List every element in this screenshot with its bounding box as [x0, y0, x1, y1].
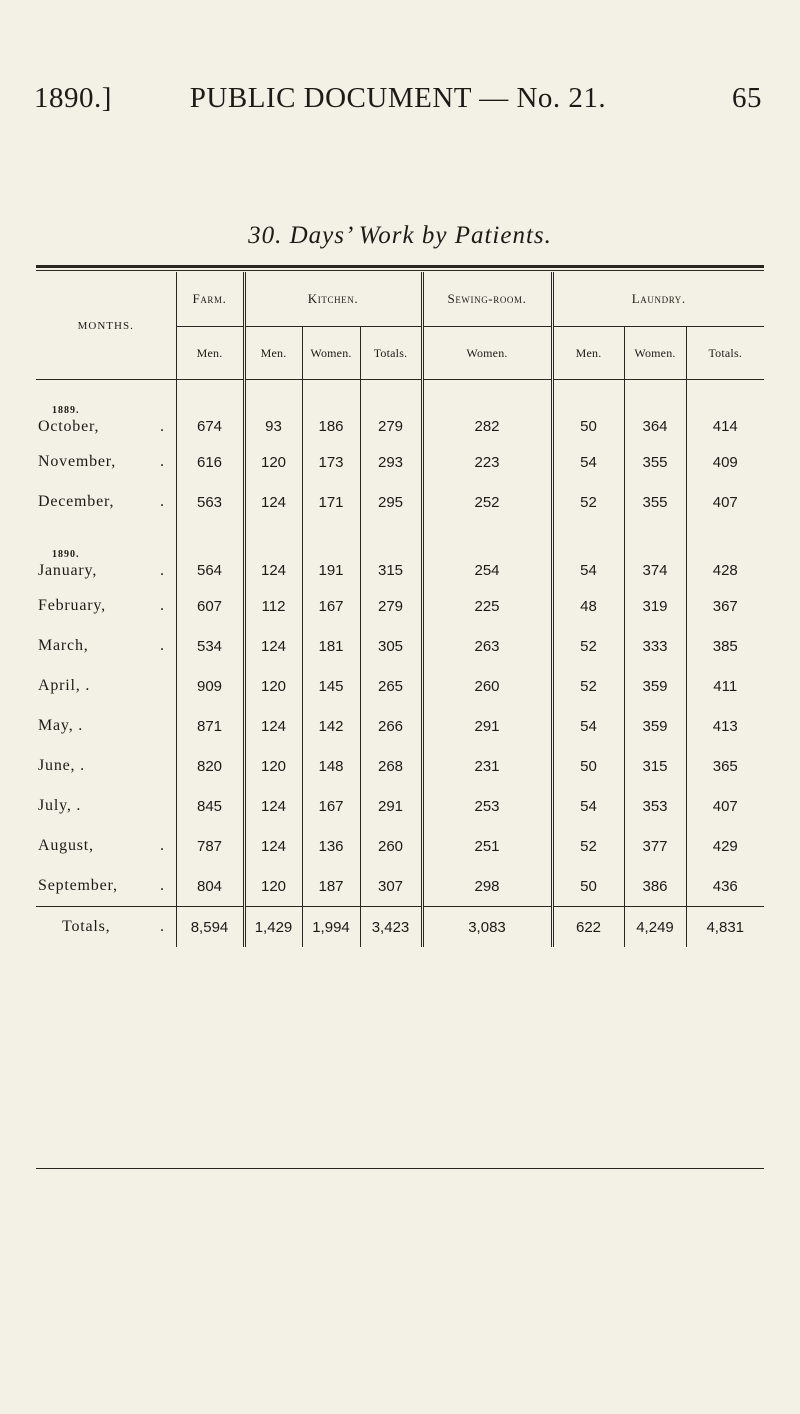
month-label: August,	[38, 837, 94, 854]
laundry-men-header: Men.	[552, 327, 624, 380]
empty-cell	[360, 522, 422, 562]
kitchen-women-cell: 173	[302, 442, 360, 482]
leader-dot: .	[160, 597, 165, 614]
sewing-women-header: Women.	[422, 327, 552, 380]
month-label: January,	[38, 562, 98, 579]
laundry-totals-header: Totals.	[686, 327, 764, 380]
running-head	[34, 82, 762, 122]
month-label: December,	[38, 493, 115, 510]
kitchen-totals-cell: 305	[360, 626, 422, 666]
laundry-men-cell: 54	[552, 706, 624, 746]
bottom-rule	[36, 1168, 764, 1169]
laundry-women-cell: 319	[624, 586, 686, 626]
laundry-women-header: Women.	[624, 327, 686, 380]
farm-men-cell: 845	[176, 786, 244, 826]
month-label: Totals,	[62, 918, 111, 935]
table-row	[36, 482, 764, 522]
month-cell	[36, 746, 176, 786]
sewing-women-cell: 282	[422, 418, 552, 442]
laundry-totals-cell: 367	[686, 586, 764, 626]
laundry-totals-cell: 436	[686, 866, 764, 907]
page-number: 65	[732, 82, 762, 114]
empty-cell	[686, 380, 764, 419]
kitchen-men-cell: 120	[244, 866, 302, 907]
month-label: October,	[38, 418, 100, 435]
farm-men-cell: 674	[176, 418, 244, 442]
kitchen-women-cell: 186	[302, 418, 360, 442]
leader-dot: .	[160, 837, 165, 854]
laundry-totals-cell: 407	[686, 786, 764, 826]
running-head-year: 1890.]	[34, 82, 112, 114]
kitchen-totals-cell: 279	[360, 418, 422, 442]
farm-men-cell: 8,594	[176, 907, 244, 948]
year-row	[36, 380, 764, 419]
farm-men-cell: 909	[176, 666, 244, 706]
empty-cell	[176, 380, 244, 419]
kitchen-women-header: Women.	[302, 327, 360, 380]
year-label-cell	[36, 380, 176, 419]
empty-cell	[552, 522, 624, 562]
laundry-totals-cell: 429	[686, 826, 764, 866]
farm-header: Farm.	[176, 272, 244, 327]
farm-men-cell: 534	[176, 626, 244, 666]
month-cell	[36, 442, 176, 482]
farm-men-cell: 804	[176, 866, 244, 907]
empty-cell	[244, 522, 302, 562]
laundry-totals-cell: 409	[686, 442, 764, 482]
empty-cell	[552, 380, 624, 419]
laundry-men-cell: 48	[552, 586, 624, 626]
month-cell	[36, 482, 176, 522]
laundry-men-cell: 54	[552, 786, 624, 826]
table-row	[36, 586, 764, 626]
kitchen-totals-cell: 3,423	[360, 907, 422, 948]
kitchen-totals-cell: 279	[360, 586, 422, 626]
table-row	[36, 746, 764, 786]
table-row	[36, 706, 764, 746]
kitchen-totals-header: Totals.	[360, 327, 422, 380]
sewing-women-cell: 223	[422, 442, 552, 482]
totals-row	[36, 907, 764, 948]
laundry-totals-cell: 407	[686, 482, 764, 522]
month-cell	[36, 418, 176, 442]
laundry-totals-cell: 414	[686, 418, 764, 442]
empty-cell	[624, 380, 686, 419]
kitchen-header: Kitchen.	[244, 272, 422, 327]
month-label: September,	[38, 877, 118, 894]
laundry-women-cell: 386	[624, 866, 686, 907]
sewing-women-cell: 225	[422, 586, 552, 626]
empty-cell	[302, 522, 360, 562]
table-row	[36, 626, 764, 666]
farm-men-header: Men.	[176, 327, 244, 380]
farm-men-cell: 563	[176, 482, 244, 522]
laundry-men-cell: 52	[552, 666, 624, 706]
laundry-women-cell: 364	[624, 418, 686, 442]
kitchen-women-cell: 145	[302, 666, 360, 706]
kitchen-men-cell: 124	[244, 562, 302, 586]
month-label: April, .	[38, 677, 91, 694]
leader-dot: .	[160, 877, 165, 894]
laundry-men-cell: 54	[552, 442, 624, 482]
table-row	[36, 866, 764, 907]
sewing-women-cell: 291	[422, 706, 552, 746]
sewing-women-cell: 298	[422, 866, 552, 907]
leader-dot: .	[160, 918, 165, 935]
laundry-totals-cell: 4,831	[686, 907, 764, 948]
laundry-header: Laundry.	[552, 272, 764, 327]
laundry-women-cell: 355	[624, 442, 686, 482]
month-label: July, .	[38, 797, 82, 814]
sewing-women-cell: 251	[422, 826, 552, 866]
table-row	[36, 666, 764, 706]
month-cell	[36, 666, 176, 706]
sewing-room-header: Sewing-room.	[422, 272, 552, 327]
leader-dot: .	[160, 418, 165, 435]
top-rule	[36, 265, 764, 271]
month-label: November,	[38, 453, 117, 470]
table-row	[36, 442, 764, 482]
empty-cell	[686, 522, 764, 562]
laundry-men-cell: 52	[552, 626, 624, 666]
leader-dot: .	[160, 562, 165, 579]
kitchen-women-cell: 187	[302, 866, 360, 907]
kitchen-women-cell: 148	[302, 746, 360, 786]
laundry-totals-cell: 411	[686, 666, 764, 706]
kitchen-totals-cell: 265	[360, 666, 422, 706]
kitchen-women-cell: 171	[302, 482, 360, 522]
empty-cell	[422, 522, 552, 562]
month-cell	[36, 907, 176, 948]
laundry-women-cell: 353	[624, 786, 686, 826]
laundry-women-cell: 377	[624, 826, 686, 866]
kitchen-men-cell: 120	[244, 666, 302, 706]
laundry-men-cell: 52	[552, 826, 624, 866]
empty-cell	[624, 522, 686, 562]
empty-cell	[422, 380, 552, 419]
kitchen-men-cell: 124	[244, 482, 302, 522]
month-label: March,	[38, 637, 89, 654]
leader-dot: .	[160, 493, 165, 510]
empty-cell	[244, 380, 302, 419]
kitchen-totals-cell: 307	[360, 866, 422, 907]
laundry-totals-cell: 413	[686, 706, 764, 746]
kitchen-women-cell: 136	[302, 826, 360, 866]
farm-men-cell: 787	[176, 826, 244, 866]
table-row	[36, 418, 764, 442]
year-row	[36, 522, 764, 562]
kitchen-men-cell: 124	[244, 626, 302, 666]
kitchen-totals-cell: 315	[360, 562, 422, 586]
laundry-women-cell: 374	[624, 562, 686, 586]
kitchen-men-cell: 124	[244, 706, 302, 746]
laundry-totals-cell: 385	[686, 626, 764, 666]
laundry-women-cell: 315	[624, 746, 686, 786]
laundry-women-cell: 333	[624, 626, 686, 666]
month-cell	[36, 562, 176, 586]
kitchen-women-cell: 142	[302, 706, 360, 746]
farm-men-cell: 871	[176, 706, 244, 746]
kitchen-women-cell: 167	[302, 786, 360, 826]
kitchen-totals-cell: 291	[360, 786, 422, 826]
kitchen-men-header: Men.	[244, 327, 302, 380]
table-row	[36, 786, 764, 826]
laundry-men-cell: 50	[552, 418, 624, 442]
laundry-men-cell: 52	[552, 482, 624, 522]
month-label: February,	[38, 597, 106, 614]
sewing-women-cell: 252	[422, 482, 552, 522]
sewing-women-cell: 253	[422, 786, 552, 826]
farm-men-cell: 820	[176, 746, 244, 786]
kitchen-men-cell: 112	[244, 586, 302, 626]
month-label: June, .	[38, 757, 85, 774]
sewing-women-cell: 3,083	[422, 907, 552, 948]
laundry-women-cell: 4,249	[624, 907, 686, 948]
kitchen-totals-cell: 266	[360, 706, 422, 746]
month-cell	[36, 626, 176, 666]
kitchen-totals-cell: 293	[360, 442, 422, 482]
kitchen-totals-cell: 268	[360, 746, 422, 786]
month-cell	[36, 706, 176, 746]
month-cell	[36, 866, 176, 907]
sewing-women-cell: 254	[422, 562, 552, 586]
farm-men-cell: 616	[176, 442, 244, 482]
months-header: MONTHS.	[36, 272, 176, 380]
laundry-women-cell: 359	[624, 666, 686, 706]
kitchen-women-cell: 191	[302, 562, 360, 586]
kitchen-women-cell: 181	[302, 626, 360, 666]
kitchen-women-cell: 1,994	[302, 907, 360, 948]
laundry-men-cell: 54	[552, 562, 624, 586]
laundry-totals-cell: 428	[686, 562, 764, 586]
kitchen-men-cell: 120	[244, 746, 302, 786]
empty-cell	[360, 380, 422, 419]
kitchen-men-cell: 124	[244, 786, 302, 826]
leader-dot: .	[160, 453, 165, 470]
laundry-totals-cell: 365	[686, 746, 764, 786]
empty-cell	[302, 380, 360, 419]
month-cell	[36, 826, 176, 866]
laundry-men-cell: 50	[552, 746, 624, 786]
kitchen-men-cell: 120	[244, 442, 302, 482]
farm-men-cell: 564	[176, 562, 244, 586]
kitchen-men-cell: 93	[244, 418, 302, 442]
kitchen-men-cell: 124	[244, 826, 302, 866]
leader-dot: .	[160, 637, 165, 654]
year-label-cell	[36, 522, 176, 562]
year-label: 1889.	[52, 405, 80, 416]
table-row	[36, 826, 764, 866]
laundry-men-cell: 50	[552, 866, 624, 907]
sewing-women-cell: 231	[422, 746, 552, 786]
month-cell	[36, 586, 176, 626]
kitchen-totals-cell: 295	[360, 482, 422, 522]
farm-men-cell: 607	[176, 586, 244, 626]
sewing-women-cell: 260	[422, 666, 552, 706]
month-cell	[36, 786, 176, 826]
table-body	[36, 380, 764, 948]
laundry-men-cell: 622	[552, 907, 624, 948]
sewing-women-cell: 263	[422, 626, 552, 666]
kitchen-women-cell: 167	[302, 586, 360, 626]
table-row	[36, 562, 764, 586]
empty-cell	[176, 522, 244, 562]
kitchen-totals-cell: 260	[360, 826, 422, 866]
year-label: 1890.	[52, 549, 80, 560]
laundry-women-cell: 359	[624, 706, 686, 746]
month-label: May, .	[38, 717, 84, 734]
days-work-table	[36, 272, 764, 947]
laundry-women-cell: 355	[624, 482, 686, 522]
running-head-title: PUBLIC DOCUMENT — No. 21.	[189, 82, 607, 114]
kitchen-men-cell: 1,429	[244, 907, 302, 948]
table-title: 30. Days’ Work by Patients.	[248, 222, 552, 249]
